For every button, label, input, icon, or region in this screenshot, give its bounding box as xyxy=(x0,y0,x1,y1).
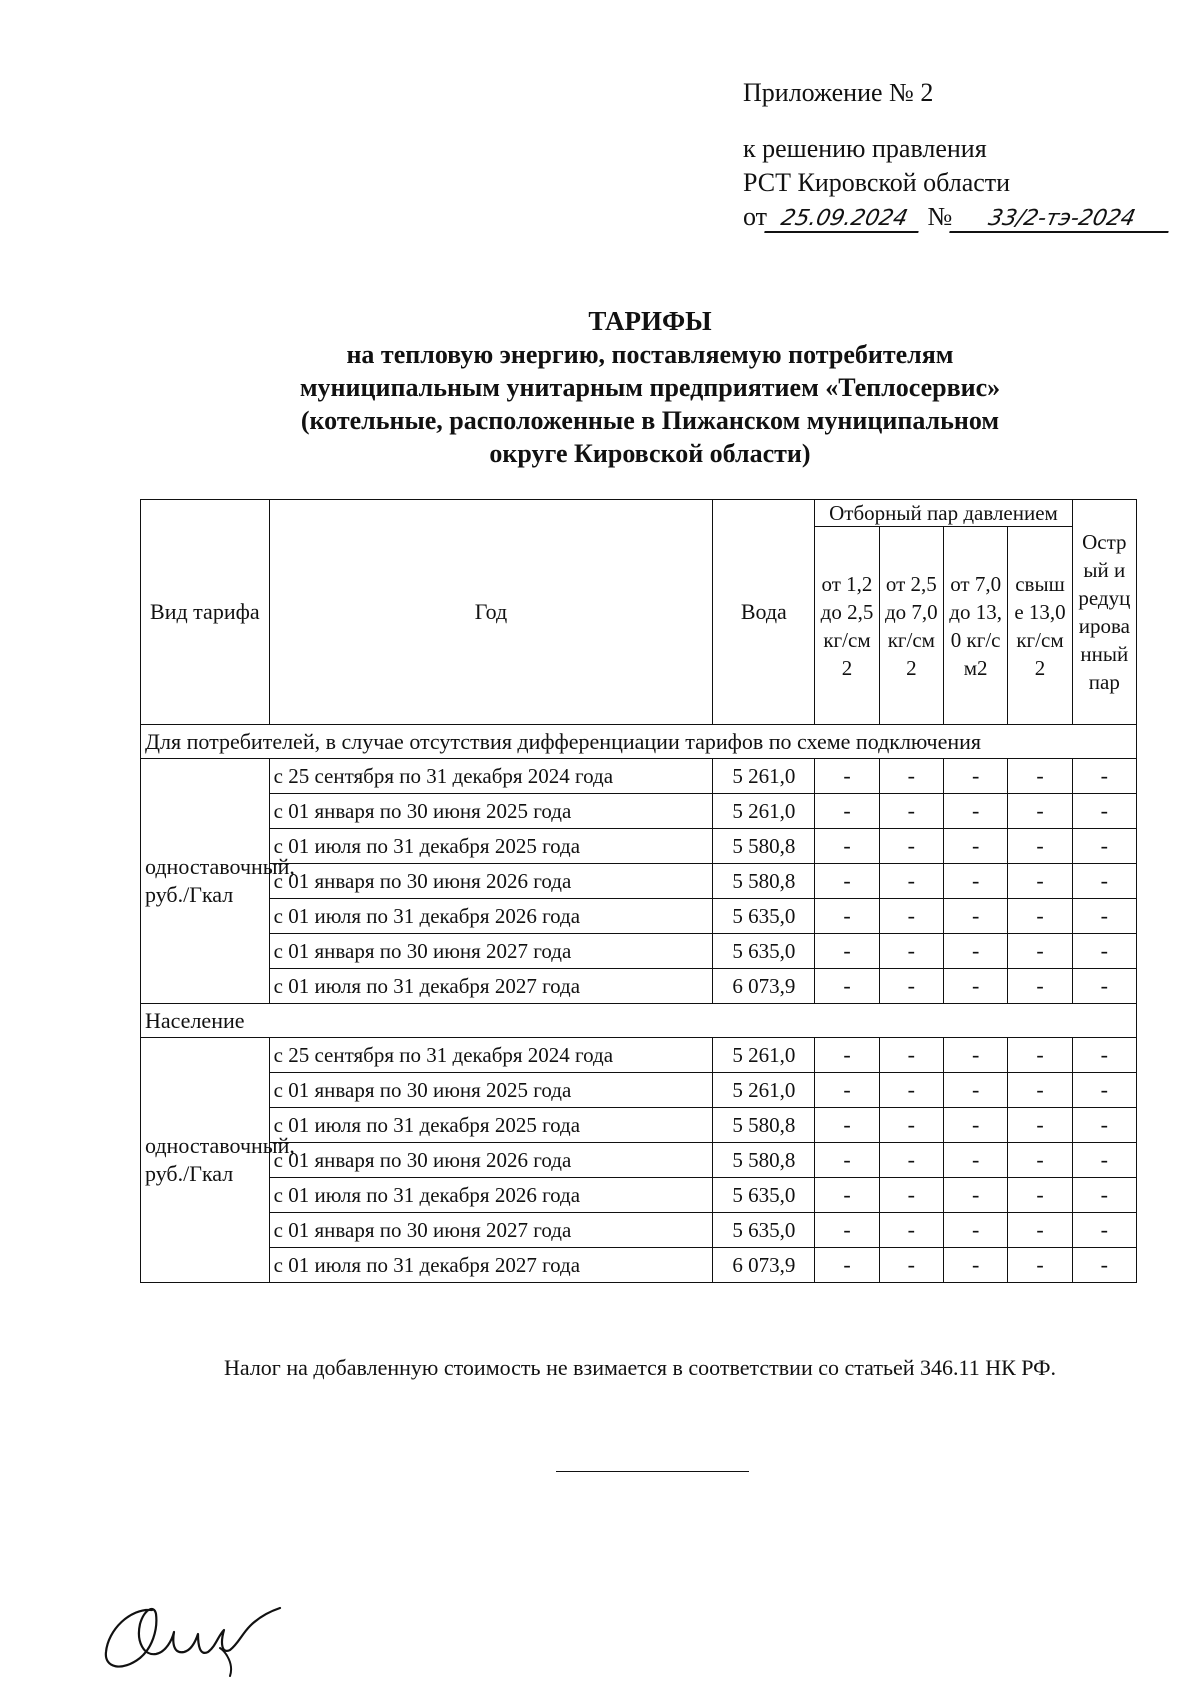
pressure-2-cell: - xyxy=(879,899,943,934)
pressure-3-cell: - xyxy=(943,1178,1007,1213)
table-row xyxy=(141,1108,1137,1143)
pressure-2-cell: - xyxy=(879,1178,943,1213)
pressure-3-cell: - xyxy=(943,759,1007,794)
pressure-1-cell: - xyxy=(815,934,879,969)
pressure-1-cell: - xyxy=(815,759,879,794)
table-row xyxy=(141,899,1137,934)
pressure-2-cell: - xyxy=(879,1213,943,1248)
header-year: Год xyxy=(269,500,713,725)
handwritten-number: 33/2-тэ-2024 xyxy=(950,207,1175,233)
live-steam-cell: - xyxy=(1072,1178,1136,1213)
date-prefix: от xyxy=(743,202,768,231)
handwritten-date: 25.09.2024 xyxy=(764,207,924,233)
pressure-1-cell: - xyxy=(815,1038,879,1073)
pressure-4-cell: - xyxy=(1008,759,1072,794)
pressure-1-cell: - xyxy=(815,864,879,899)
table-row xyxy=(141,1143,1137,1178)
table-row xyxy=(141,759,1137,794)
pressure-4-cell: - xyxy=(1008,1248,1072,1283)
header-water: Вода xyxy=(713,500,815,725)
water-value-cell: 6 073,9 xyxy=(713,1248,815,1283)
table-header xyxy=(141,500,1137,725)
table-row xyxy=(141,1038,1137,1073)
pressure-2-cell: - xyxy=(879,829,943,864)
header-tariff-type: Вид тарифа xyxy=(141,500,270,725)
pressure-1-cell: - xyxy=(815,829,879,864)
pressure-3-cell: - xyxy=(943,864,1007,899)
table-row xyxy=(141,864,1137,899)
title-line-2: на тепловую энергию, поставляемую потребителям xyxy=(346,340,954,369)
water-value-cell: 5 635,0 xyxy=(713,899,815,934)
pressure-3-cell: - xyxy=(943,1038,1007,1073)
pressure-4-cell: - xyxy=(1008,829,1072,864)
table-row xyxy=(141,829,1137,864)
pressure-3-cell: - xyxy=(943,1143,1007,1178)
pressure-4-cell: - xyxy=(1008,899,1072,934)
period-cell: с 01 января по 30 июня 2027 года xyxy=(269,934,713,969)
pressure-2-cell: - xyxy=(879,1143,943,1178)
pressure-1-cell: - xyxy=(815,794,879,829)
period-cell: с 01 января по 30 июня 2027 года xyxy=(269,1213,713,1248)
table-row xyxy=(141,1248,1137,1283)
water-value-cell: 5 580,8 xyxy=(713,1108,815,1143)
period-cell: с 01 января по 30 июня 2026 года xyxy=(269,1143,713,1178)
title-line-3: муниципальным унитарным предприятием «Теплосервис» xyxy=(299,373,1001,402)
table-body xyxy=(141,725,1137,1283)
title-line-4: (котельные, расположенные в Пижанском муниципальном xyxy=(300,406,1000,435)
water-value-cell: 5 580,8 xyxy=(713,1143,815,1178)
pressure-4-cell: - xyxy=(1008,794,1072,829)
pressure-4-cell: - xyxy=(1008,1073,1072,1108)
header-pressure-3: от 7,0 до 13,0 кг/см2 xyxy=(943,527,1007,725)
table-row xyxy=(141,934,1137,969)
pressure-2-cell: - xyxy=(879,794,943,829)
tariff-type-cell: одноставочный, руб./Гкал xyxy=(141,759,270,1004)
pressure-3-cell: - xyxy=(943,969,1007,1004)
pressure-2-cell: - xyxy=(879,1073,943,1108)
appendix-decision: к решению правления xyxy=(743,134,987,163)
live-steam-cell: - xyxy=(1072,829,1136,864)
period-cell: с 01 июля по 31 декабря 2026 года xyxy=(269,899,713,934)
pressure-2-cell: - xyxy=(879,1108,943,1143)
period-cell: с 01 июля по 31 декабря 2025 года xyxy=(269,1108,713,1143)
water-value-cell: 5 261,0 xyxy=(713,1073,815,1108)
pressure-4-cell: - xyxy=(1008,1213,1072,1248)
pressure-4-cell: - xyxy=(1008,969,1072,1004)
pressure-1-cell: - xyxy=(815,1178,879,1213)
header-pressure-1: от 1,2 до 2,5 кг/см2 xyxy=(815,527,879,725)
pressure-1-cell: - xyxy=(815,1143,879,1178)
document-title xyxy=(0,305,1200,470)
live-steam-cell: - xyxy=(1072,934,1136,969)
pressure-3-cell: - xyxy=(943,1108,1007,1143)
live-steam-cell: - xyxy=(1072,759,1136,794)
live-steam-cell: - xyxy=(1072,1248,1136,1283)
pressure-4-cell: - xyxy=(1008,1108,1072,1143)
pressure-3-cell: - xyxy=(943,1073,1007,1108)
section-title: Для потребителей, в случае отсутствия дифференциации тарифов по схеме подключения xyxy=(141,725,1137,759)
appendix-number: Приложение № 2 xyxy=(743,78,934,107)
water-value-cell: 5 261,0 xyxy=(713,794,815,829)
period-cell: с 25 сентября по 31 декабря 2024 года xyxy=(269,1038,713,1073)
end-divider xyxy=(556,1471,749,1472)
pressure-1-cell: - xyxy=(815,1108,879,1143)
header-steam-pressure: Отборный пар давлением xyxy=(815,500,1072,527)
header-pressure-2: от 2,5 до 7,0 кг/см2 xyxy=(879,527,943,725)
pressure-2-cell: - xyxy=(879,1248,943,1283)
pressure-3-cell: - xyxy=(943,829,1007,864)
pressure-3-cell: - xyxy=(943,934,1007,969)
pressure-2-cell: - xyxy=(879,1038,943,1073)
period-cell: с 01 июля по 31 декабря 2025 года xyxy=(269,829,713,864)
water-value-cell: 5 635,0 xyxy=(713,1213,815,1248)
signature xyxy=(100,1590,290,1680)
tariffs-table xyxy=(140,499,1137,1283)
table-row xyxy=(141,969,1137,1004)
period-cell: с 01 июля по 31 декабря 2027 года xyxy=(269,1248,713,1283)
pressure-1-cell: - xyxy=(815,1248,879,1283)
water-value-cell: 5 635,0 xyxy=(713,1178,815,1213)
pressure-2-cell: - xyxy=(879,864,943,899)
period-cell: с 01 июля по 31 декабря 2027 года xyxy=(269,969,713,1004)
pressure-4-cell: - xyxy=(1008,934,1072,969)
live-steam-cell: - xyxy=(1072,969,1136,1004)
table-row xyxy=(141,1073,1137,1108)
pressure-4-cell: - xyxy=(1008,1178,1072,1213)
table-row xyxy=(141,1213,1137,1248)
period-cell: с 01 июля по 31 декабря 2026 года xyxy=(269,1178,713,1213)
table-row xyxy=(141,1178,1137,1213)
title-line-5: округе Кировской области) xyxy=(489,439,811,468)
live-steam-cell: - xyxy=(1072,1143,1136,1178)
period-cell: с 01 января по 30 июня 2025 года xyxy=(269,794,713,829)
water-value-cell: 5 261,0 xyxy=(713,1038,815,1073)
water-value-cell: 5 635,0 xyxy=(713,934,815,969)
section-row xyxy=(141,725,1137,759)
pressure-2-cell: - xyxy=(879,759,943,794)
live-steam-cell: - xyxy=(1072,1108,1136,1143)
table-row xyxy=(141,794,1137,829)
live-steam-cell: - xyxy=(1072,1073,1136,1108)
number-prefix: № xyxy=(927,202,953,231)
header-live-steam: Острый и редуцированный пар xyxy=(1072,500,1136,725)
live-steam-cell: - xyxy=(1072,794,1136,829)
live-steam-cell: - xyxy=(1072,1213,1136,1248)
appendix-date-number-line xyxy=(743,200,1171,234)
pressure-2-cell: - xyxy=(879,934,943,969)
pressure-1-cell: - xyxy=(815,969,879,1004)
appendix-authority: РСТ Кировской области xyxy=(743,168,1011,197)
title-line-1: ТАРИФЫ xyxy=(588,306,712,336)
pressure-1-cell: - xyxy=(815,899,879,934)
water-value-cell: 5 580,8 xyxy=(713,829,815,864)
period-cell: с 01 января по 30 июня 2025 года xyxy=(269,1073,713,1108)
pressure-3-cell: - xyxy=(943,899,1007,934)
appendix-block xyxy=(743,76,1171,234)
period-cell: с 01 января по 30 июня 2026 года xyxy=(269,864,713,899)
live-steam-cell: - xyxy=(1072,1038,1136,1073)
pressure-3-cell: - xyxy=(943,1213,1007,1248)
live-steam-cell: - xyxy=(1072,899,1136,934)
period-cell: с 25 сентября по 31 декабря 2024 года xyxy=(269,759,713,794)
pressure-4-cell: - xyxy=(1008,1143,1072,1178)
pressure-3-cell: - xyxy=(943,1248,1007,1283)
section-row xyxy=(141,1004,1137,1038)
pressure-4-cell: - xyxy=(1008,1038,1072,1073)
water-value-cell: 5 580,8 xyxy=(713,864,815,899)
pressure-4-cell: - xyxy=(1008,864,1072,899)
section-title: Население xyxy=(141,1004,1137,1038)
pressure-1-cell: - xyxy=(815,1073,879,1108)
pressure-3-cell: - xyxy=(943,794,1007,829)
pressure-2-cell: - xyxy=(879,969,943,1004)
water-value-cell: 5 261,0 xyxy=(713,759,815,794)
tariff-type-cell: одноставочный, руб./Гкал xyxy=(141,1038,270,1283)
water-value-cell: 6 073,9 xyxy=(713,969,815,1004)
pressure-1-cell: - xyxy=(815,1213,879,1248)
header-pressure-4: свыше 13,0 кг/см2 xyxy=(1008,527,1072,725)
live-steam-cell: - xyxy=(1072,864,1136,899)
vat-note: Налог на добавленную стоимость не взимается в соответствии со статьей 346.11 НК РФ. xyxy=(223,1355,1057,1380)
